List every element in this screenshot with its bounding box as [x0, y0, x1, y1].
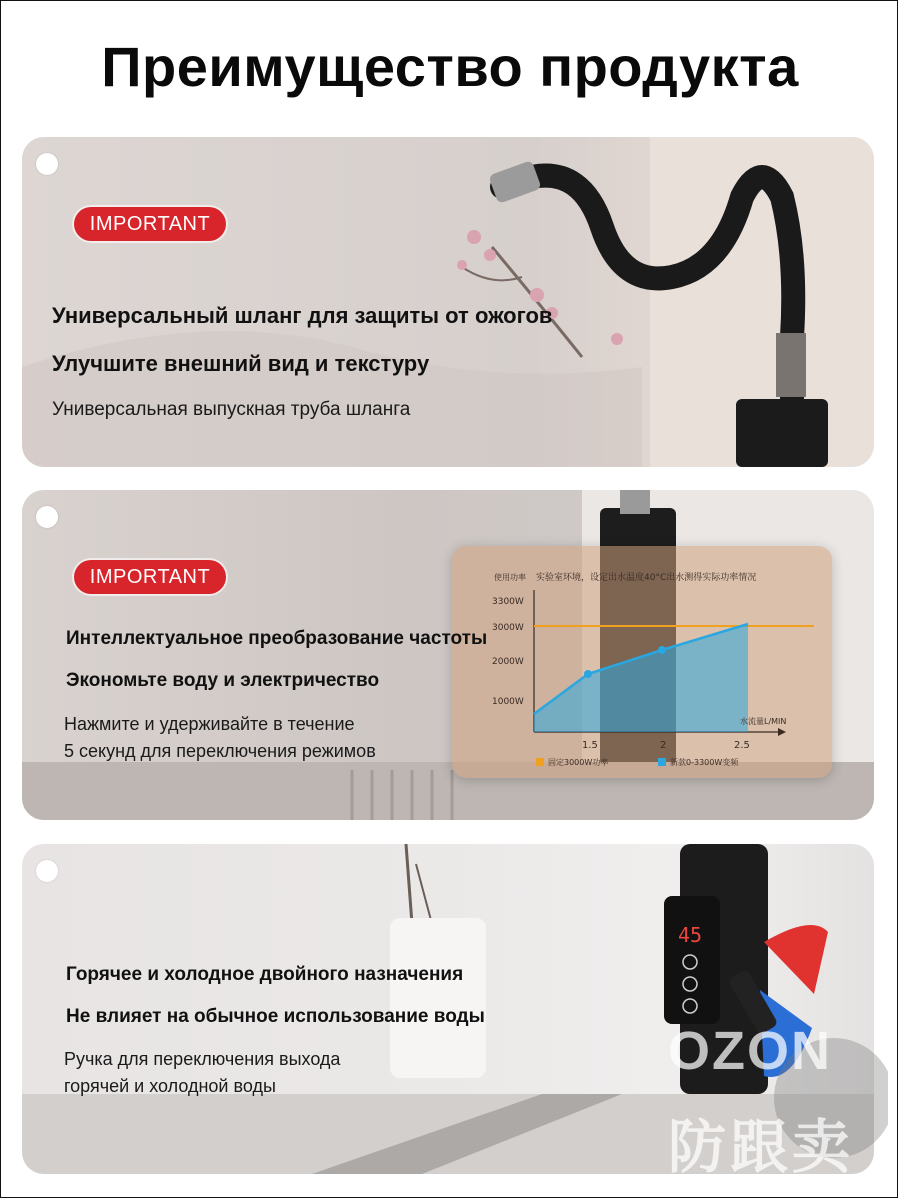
chart-xlabel: 水流量L/MIN [740, 717, 787, 726]
watermark-ozon-text: OZON [668, 1021, 832, 1081]
feature-headline: Горячее и холодное двойного назначения [66, 964, 464, 985]
feature-description-line-1: Ручка для переключения выхода [64, 1049, 341, 1069]
chart-title: 实验室环境，设定出水温度40°C出水测得实际功率情况 [536, 573, 757, 583]
feature-headline: Интеллектуальное преобразование частоты [66, 628, 488, 649]
page-title: Преимущество продукта [101, 35, 799, 98]
feature-description-line-2: 5 секунд для переключения режимов [64, 741, 376, 761]
feature-description [64, 1046, 340, 1100]
feature-description-line-2: горячей и холодной воды [64, 1076, 276, 1096]
watermark-cn-text: 防跟卖 [668, 1115, 855, 1180]
feature-headline: Универсальный шланг для защиты от ожогов [52, 303, 553, 328]
punch-hole [36, 860, 58, 882]
feature-subheadline: Не влияет на обычное использование воды [66, 1006, 485, 1027]
feature-card-hose [22, 137, 874, 467]
feature-description: Универсальная выпускная труба шланга [52, 399, 411, 420]
power-chart [452, 546, 832, 778]
feature-description-line-1: Нажмите и удерживайте в течение [64, 714, 355, 734]
punch-hole [36, 506, 58, 528]
legend-fixed: 固定3000W功率 [548, 758, 609, 767]
y-tick-1000: 1000W [492, 697, 524, 707]
x-tick-2-5: 2.5 [734, 740, 750, 751]
power-chart-panel [452, 546, 832, 778]
x-tick-2: 2 [660, 740, 667, 751]
important-badge: IMPORTANT [74, 560, 226, 594]
punch-hole [36, 153, 58, 175]
y-tick-3300: 3300W [492, 597, 524, 607]
legend-variable: 新款0-3300W变频 [670, 758, 739, 767]
y-tick-3000: 3000W [492, 623, 524, 633]
feature-description [64, 711, 376, 765]
x-tick-1-5: 1.5 [582, 740, 598, 751]
feature-subheadline: Экономьте воду и электричество [66, 670, 380, 691]
y-tick-2000: 2000W [492, 657, 524, 667]
temperature-display: 45 [678, 923, 703, 947]
feature-subheadline: Улучшите внешний вид и текстуру [52, 351, 430, 376]
feature-card-frequency [22, 490, 874, 820]
chart-ylabel: 使用功率 [494, 573, 526, 582]
important-badge: IMPORTANT [74, 207, 226, 241]
